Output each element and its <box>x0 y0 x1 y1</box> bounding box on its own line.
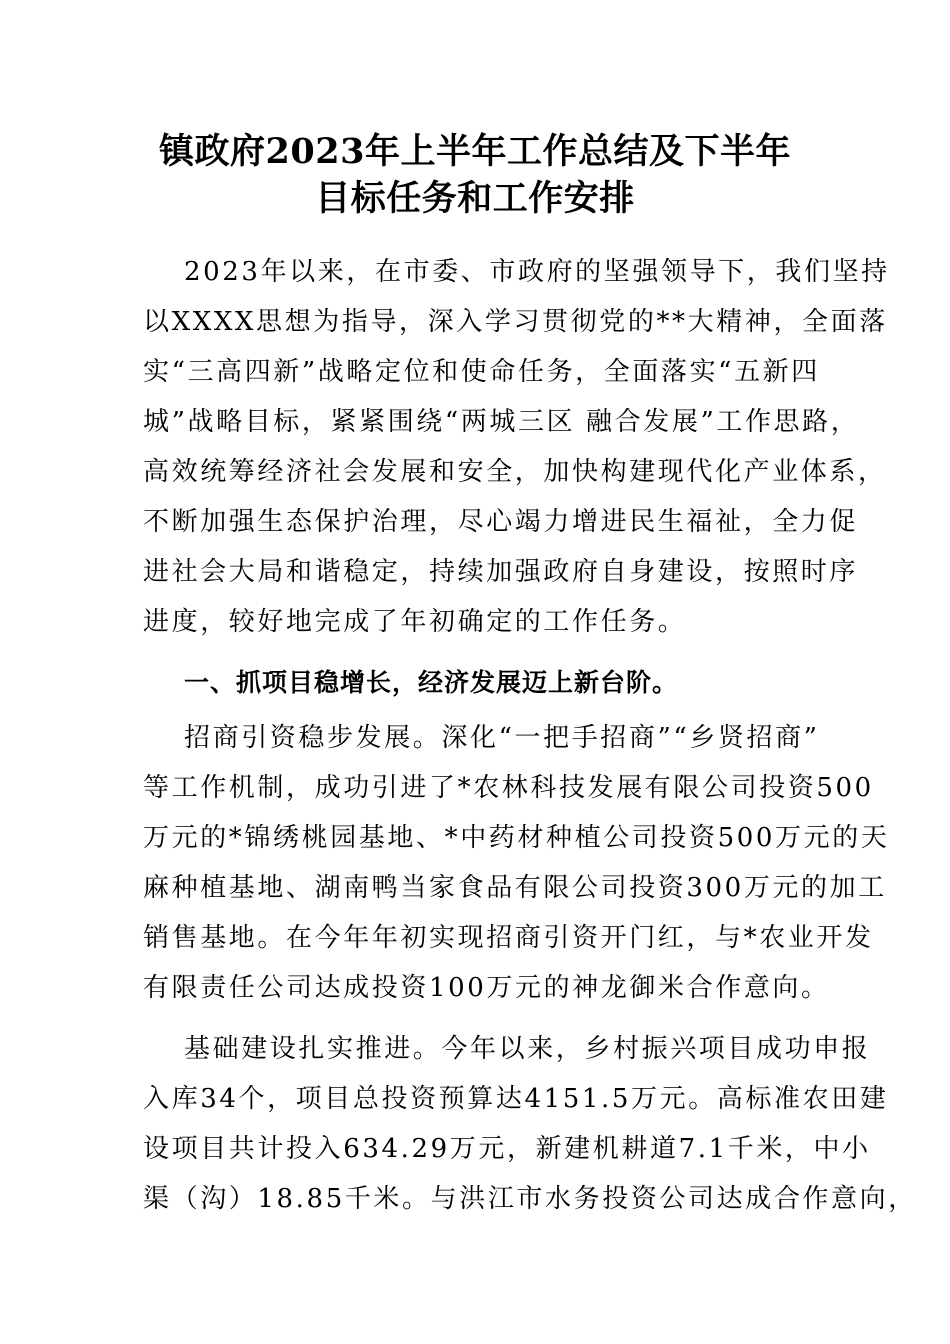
intro-line: 不断加强生态保护治理，尽心竭力增进民生福祉，全力促 <box>143 507 859 537</box>
document-title-line-1: 镇政府2023年上半年工作总结及下半年 <box>159 131 791 172</box>
paragraph-line: 万元的*锦绣桃园基地、*中药材种植公司投资500万元的天 <box>143 823 890 853</box>
intro-line: 2023年以来，在市委、市政府的坚强领导下，我们坚持 <box>184 257 890 287</box>
document-title-line-2: 目标任务和工作安排 <box>315 178 635 219</box>
intro-line: 实“三高四新”战略定位和使命任务，全面落实“五新四 <box>143 357 820 387</box>
paragraph-line: 招商引资稳步发展。深化“一把手招商”“乡贤招商” <box>184 723 820 753</box>
paragraph-line: 渠（沟）18.85千米。与洪江市水务投资公司达成合作意向， <box>143 1184 917 1214</box>
paragraph-line: 等工作机制，成功引进了*农林科技发展有限公司投资500 <box>143 773 874 803</box>
intro-line: 进社会大局和谐稳定，持续加强政府自身建设，按照时序 <box>143 557 859 587</box>
intro-line: 高效统筹经济社会发展和安全，加快构建现代化产业体系， <box>143 457 887 487</box>
paragraph-line: 基础建设扎实推进。今年以来，乡村振兴项目成功申报 <box>184 1034 871 1064</box>
intro-line: 以XXXX思想为指导，深入学习贯彻党的**大精神，全面落 <box>143 307 888 337</box>
paragraph-line: 入库34个，项目总投资预算达4151.5万元。高标准农田建 <box>143 1084 889 1114</box>
intro-line: 进度，较好地完成了年初确定的工作任务。 <box>143 607 687 637</box>
paragraph-line: 销售基地。在今年年初实现招商引资开门红，与*农业开发 <box>143 923 874 953</box>
paragraph-line: 有限责任公司达成投资100万元的神龙御米合作意向。 <box>143 973 830 1003</box>
intro-line: 城”战略目标，紧紧围绕“两城三区 融合发展”工作思路， <box>143 407 860 437</box>
section-heading-1: 一、抓项目稳增长，经济发展迈上新台阶。 <box>184 668 679 697</box>
paragraph-line: 设项目共计投入634.29万元，新建机耕道7.1千米，中小 <box>143 1134 871 1164</box>
paragraph-line: 麻种植基地、湖南鸭当家食品有限公司投资300万元的加工 <box>143 873 887 903</box>
